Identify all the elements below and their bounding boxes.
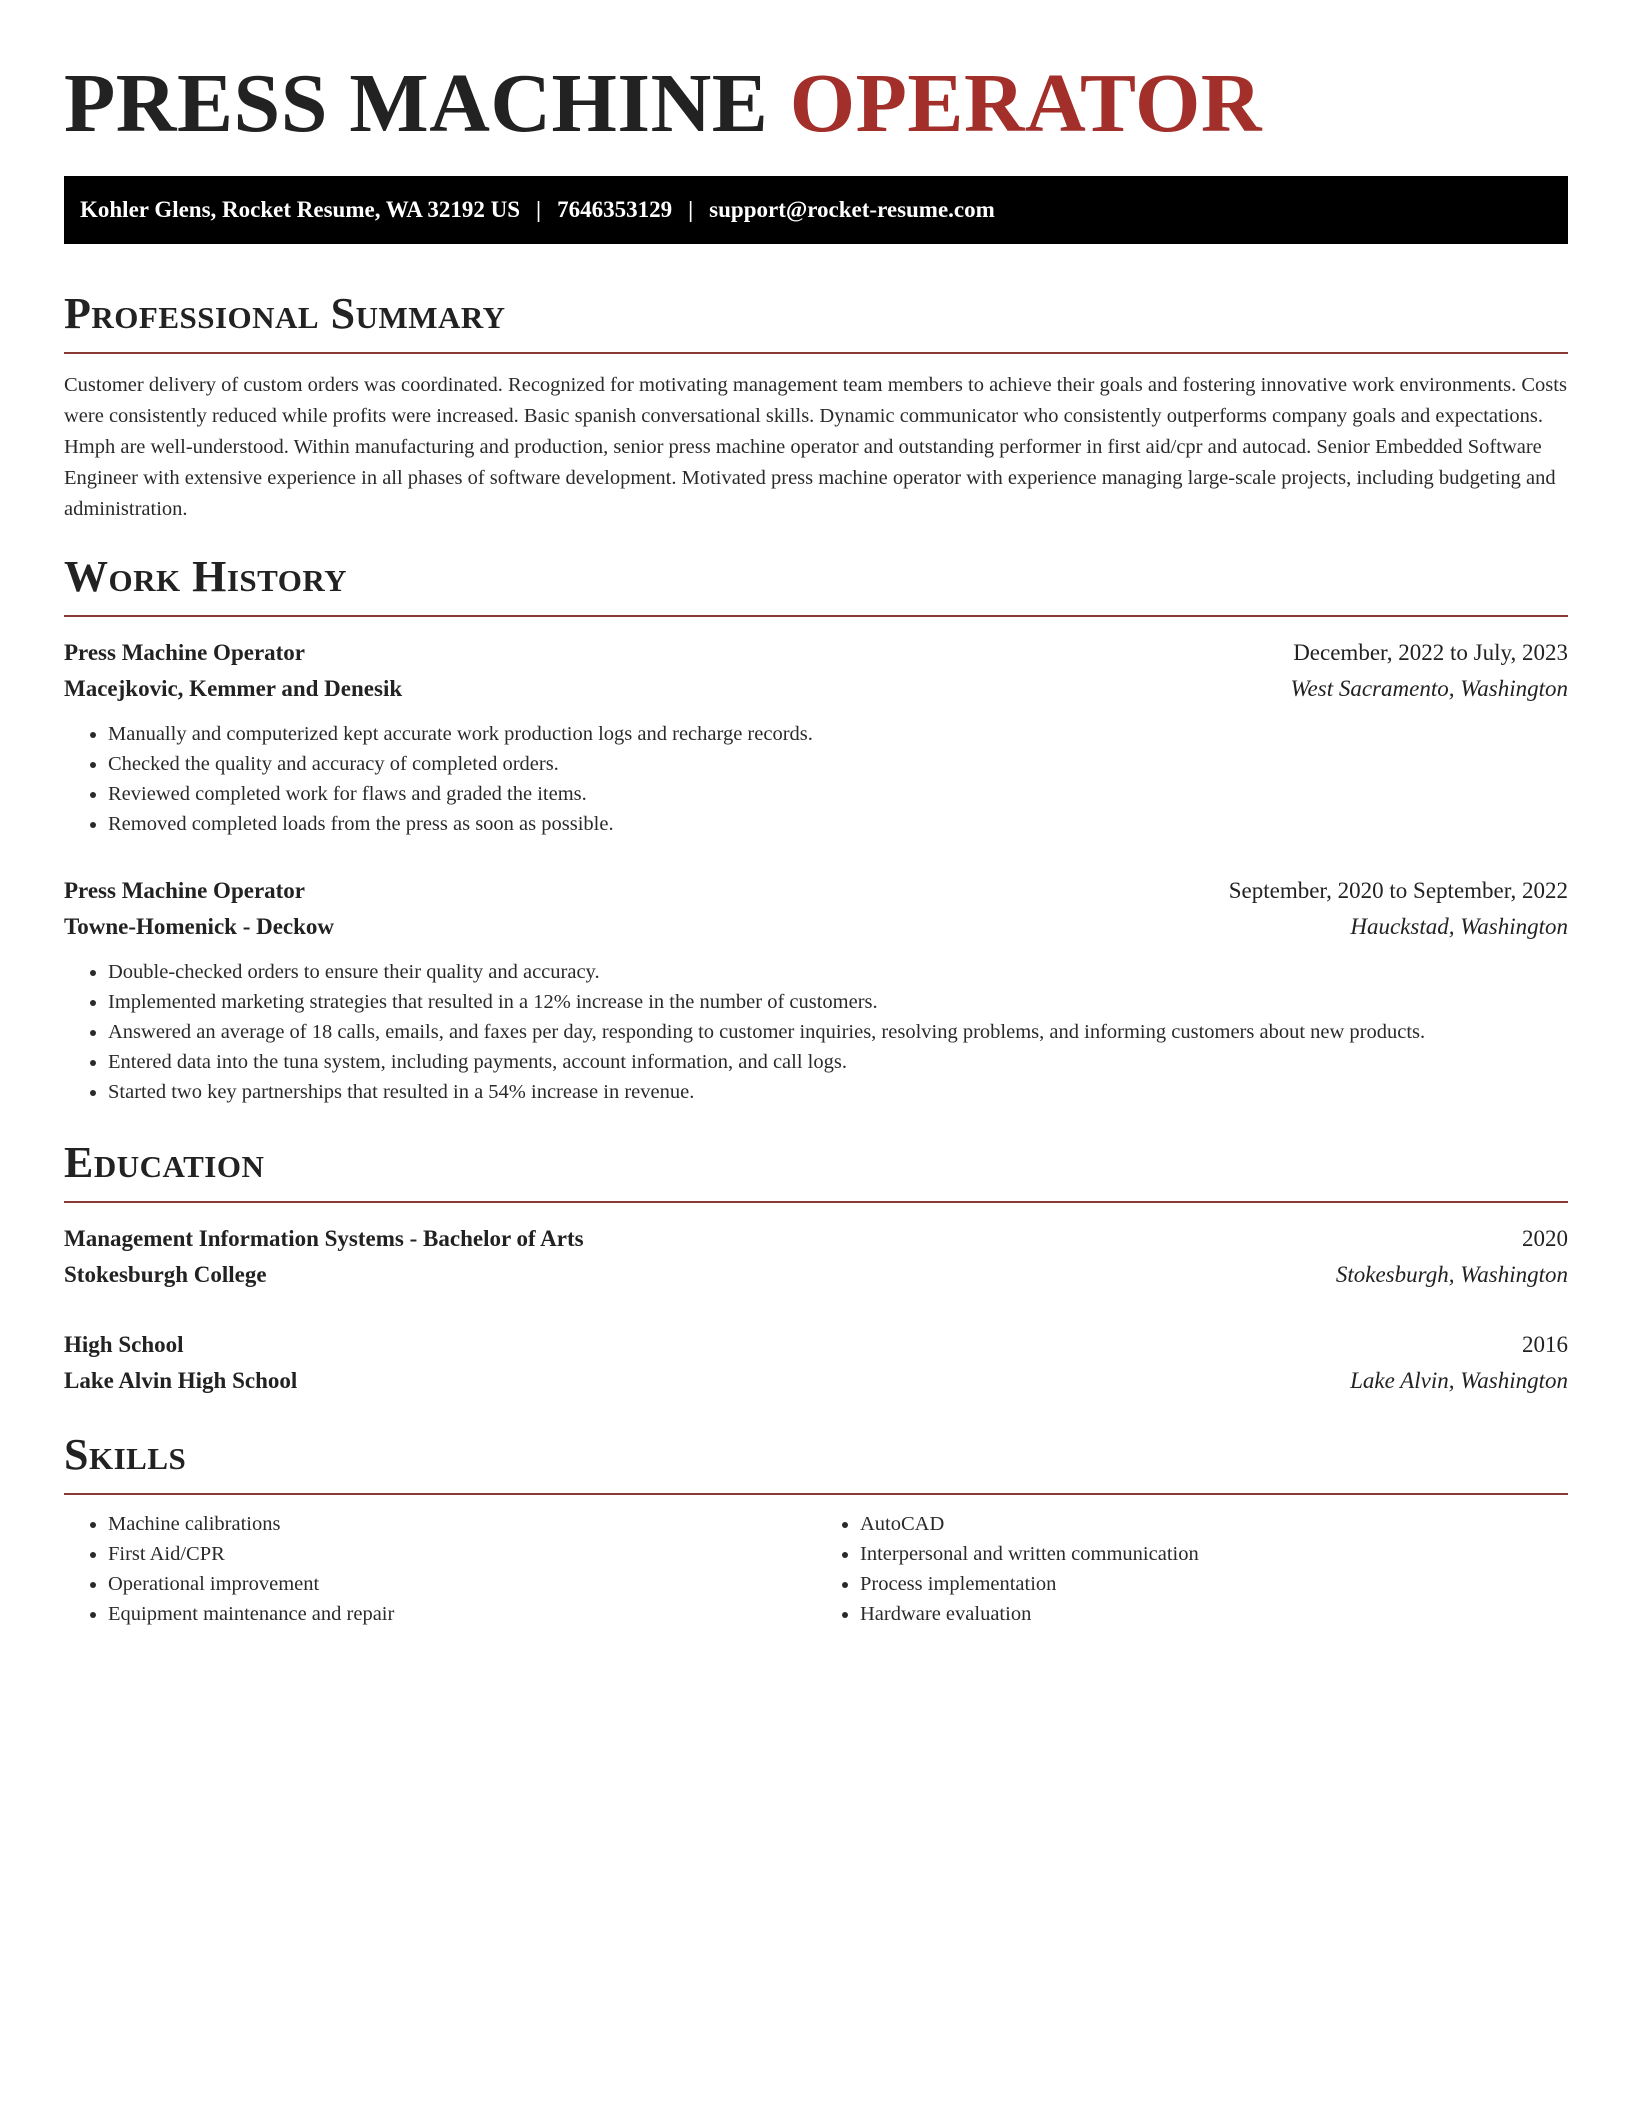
section-divider: [64, 615, 1568, 617]
job-company: Towne-Homenick - Deckow: [64, 914, 335, 939]
job-location: West Sacramento, Washington: [1290, 676, 1568, 701]
contact-bar: [64, 176, 1568, 244]
contact-email: support@rocket-resume.com: [709, 197, 995, 222]
skill-item: • First Aid/CPR: [108, 1539, 816, 1569]
skills-section: [64, 1429, 1568, 1629]
education-degree-row: [64, 1221, 1568, 1257]
education-heading: Education: [64, 1138, 265, 1187]
job-entry: [64, 873, 1568, 1107]
job-bullet: • Entered data into the tuna system, including payments, account information, and call logs.: [108, 1047, 1568, 1077]
skill-item: • AutoCAD: [860, 1509, 1568, 1539]
education-school: Lake Alvin High School: [64, 1368, 298, 1393]
education-year: 2016: [1522, 1332, 1568, 1357]
contact-separator: |: [688, 197, 694, 222]
education-entry: [64, 1327, 1568, 1399]
job-location: Hauckstad, Washington: [1350, 914, 1568, 939]
job-company-row: [64, 671, 1568, 707]
job-header-row: [64, 635, 1568, 671]
education-entry: [64, 1221, 1568, 1293]
education-degree-row: [64, 1327, 1568, 1363]
education-school-row: [64, 1257, 1568, 1293]
job-title: Press Machine Operator: [64, 640, 306, 665]
job-company-row: [64, 909, 1568, 945]
contact-separator: |: [536, 197, 542, 222]
contact-address: Kohler Glens, Rocket Resume, WA 32192 US: [80, 197, 520, 222]
contact-phone: 7646353129: [557, 197, 673, 222]
skill-item: • Operational improvement: [108, 1569, 816, 1599]
skill-item: • Interpersonal and written communication: [860, 1539, 1568, 1569]
skills-grid: [64, 1509, 1568, 1629]
education-degree: High School: [64, 1332, 184, 1357]
work-history-section: [64, 551, 1568, 1107]
job-bullets: [64, 957, 1568, 1107]
resume-name: [64, 56, 1568, 152]
name-accent-part: OPERATOR: [789, 57, 1263, 150]
summary-section: [64, 288, 1568, 525]
job-header-row: [64, 873, 1568, 909]
summary-heading: Professional Summary: [64, 289, 506, 338]
job-dates: September, 2020 to September, 2022: [1228, 878, 1568, 903]
skill-item: • Hardware evaluation: [860, 1599, 1568, 1629]
job-bullet: • Manually and computerized kept accurate work production logs and recharge records.: [108, 719, 1568, 749]
job-dates: December, 2022 to July, 2023: [1293, 640, 1568, 665]
job-bullet: • Double-checked orders to ensure their quality and accuracy.: [108, 957, 1568, 987]
job-bullets: [64, 719, 1568, 839]
education-location: Stokesburgh, Washington: [1335, 1262, 1568, 1287]
education-section: [64, 1137, 1568, 1399]
section-divider: [64, 352, 1568, 354]
education-school-row: [64, 1363, 1568, 1399]
name-first-part: PRESS MACHINE: [64, 57, 769, 150]
job-entry: [64, 635, 1568, 839]
skills-column-right: [816, 1509, 1568, 1629]
section-divider: [64, 1201, 1568, 1203]
job-company: Macejkovic, Kemmer and Denesik: [64, 676, 403, 701]
job-bullet: • Reviewed completed work for flaws and graded the items.: [108, 779, 1568, 809]
work-history-heading: Work History: [64, 552, 348, 601]
education-location: Lake Alvin, Washington: [1350, 1368, 1568, 1393]
job-bullet: • Implemented marketing strategies that resulted in a 12% increase in the number of customers.: [108, 987, 1568, 1017]
skill-item: • Process implementation: [860, 1569, 1568, 1599]
skill-item: • Equipment maintenance and repair: [108, 1599, 816, 1629]
job-bullet: • Removed completed loads from the press as soon as possible.: [108, 809, 1568, 839]
job-bullet: • Started two key partnerships that resulted in a 54% increase in revenue.: [108, 1077, 1568, 1107]
education-year: 2020: [1522, 1226, 1568, 1251]
skill-item: • Machine calibrations: [108, 1509, 816, 1539]
section-divider: [64, 1493, 1568, 1495]
job-bullet: • Checked the quality and accuracy of completed orders.: [108, 749, 1568, 779]
education-school: Stokesburgh College: [64, 1262, 267, 1287]
education-degree: Management Information Systems - Bachelor of Arts: [64, 1226, 584, 1251]
summary-text: Customer delivery of custom orders was coordinated. Recognized for motivating management team members to achieve their goals and fostering innovative work environments. Costs were consistently reduced while profits were increased. Basic spanish conversational skills. Dynamic communicator who consistently outperforms company goals and expectations. Hmph are well-understood. Within manufacturing and production, senior press machine operator and outstanding performer in first aid/cpr and autocad. Senior Embedded Software Engineer with extensive experience in all phases of software development. Motivated press machine operator with experience managing large-scale projects, including budgeting and administration.: [64, 374, 1567, 520]
skills-column-left: [64, 1509, 816, 1629]
skills-heading: Skills: [64, 1430, 187, 1479]
job-bullet: • Answered an average of 18 calls, emails, and faxes per day, responding to customer inquiries, resolving problems, and informing customers about new products.: [108, 1017, 1568, 1047]
job-title: Press Machine Operator: [64, 878, 306, 903]
